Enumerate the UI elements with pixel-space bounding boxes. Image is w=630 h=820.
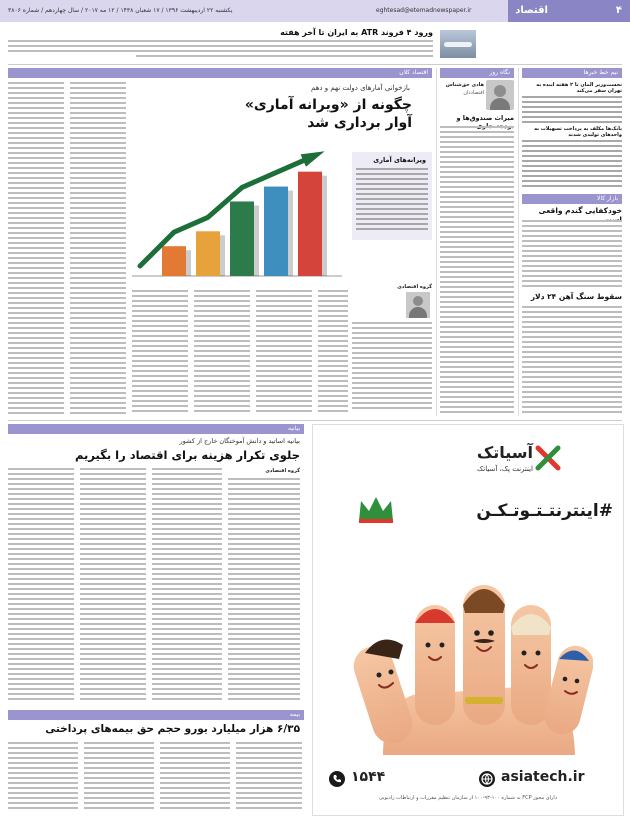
trend-arrowhead — [301, 151, 325, 167]
ad-phone-number: ۱۵۴۴ — [351, 769, 386, 785]
feature-sidebar-title: ویرانه‌های آماری — [373, 156, 426, 164]
feature-headline-line-2: آوار برداری شد — [307, 115, 412, 131]
feature-body-col-4 — [194, 290, 250, 416]
author-title: اقتصاددان — [463, 90, 484, 96]
chart-bar — [298, 172, 322, 276]
asiatech-advertisement — [312, 424, 624, 816]
phone-icon — [329, 771, 345, 787]
ticker-item-2: بانک‌ها مکلف به پرداخت تسهیلات به واحدهای تولیدی شدند — [534, 126, 622, 138]
right-column-ticker — [522, 82, 622, 190]
ad-phone-block — [323, 769, 473, 789]
header-website: eghtesad@etemadnewspaper.ir — [376, 7, 472, 14]
bottom-right-headline: سقوط سنگ آهن ۲۴ دلار — [530, 292, 622, 301]
chart-bar — [162, 246, 186, 276]
ad-hashtag: #اینترنتـتـوتـکـن — [476, 501, 613, 521]
feature-headline — [236, 96, 412, 132]
chart-bar-shadow — [322, 176, 327, 276]
lower-left-label-text: بیانیه — [287, 425, 300, 432]
market-headline: خودکفایی گندم واقعی — [538, 206, 622, 215]
feature-body-col-1 — [8, 82, 64, 416]
chart-bar — [230, 201, 254, 276]
feature-body-col-7 — [352, 322, 432, 416]
middle-headline: میراث صندوق‌ها و — [456, 114, 514, 122]
ad-brand-name: آسیاتک — [476, 443, 533, 462]
ad-contact-bar — [323, 767, 613, 791]
ticker-item-1: نخست‌وزیر آلمان تا ۲ هفته آینده به تهران سفر می‌کند — [536, 82, 622, 94]
feature-body-col-5 — [256, 290, 312, 416]
feature-sidebar — [352, 152, 432, 240]
lower-left-byline: گروه اقتصادی — [265, 468, 300, 474]
top-news-body — [8, 40, 433, 62]
middle-column-label: نگاه روز — [440, 68, 514, 78]
divider — [8, 64, 622, 65]
lower-left-col-3 — [152, 468, 222, 706]
right-column-label: نیم خط خبرها — [522, 68, 622, 78]
section-tab — [508, 0, 630, 22]
ad-license-text: دارای مجوز FCP به شماره ۱۰۰-۹۳-۱۰۰ از سازمان تنظیم مقررات و ارتباطات رادیویی — [378, 795, 558, 801]
lower-left-col-1 — [8, 468, 74, 706]
top-news-image — [440, 30, 476, 58]
feature-label-text: اقتصاد کلان — [399, 69, 428, 76]
middle-body — [440, 126, 514, 416]
chart-bar-shadow — [288, 191, 293, 276]
market-body — [522, 220, 622, 290]
bottom-story-label — [8, 710, 304, 720]
bottom-right-body — [522, 306, 622, 416]
asiatech-logo-icon — [535, 445, 561, 471]
bottom-story-col-1 — [8, 742, 78, 814]
chart-bar-shadow — [186, 250, 191, 276]
market-label: بازار کالا — [522, 194, 622, 204]
growth-bar-chart — [132, 136, 342, 286]
bottom-story-headline: ۶/۳۵ هزار میلیارد یورو حجم حق بیمه‌های پرداختی — [45, 723, 300, 735]
column-rule — [518, 68, 519, 416]
lower-left-col-2 — [80, 468, 146, 706]
chart-bar — [196, 231, 220, 276]
divider — [8, 420, 622, 421]
chart-bar-shadow — [220, 235, 225, 276]
lower-left-label — [8, 424, 304, 434]
bottom-story-col-3 — [160, 742, 230, 814]
top-news-headline: ورود ۴ فروند ATR به ایران تا آخر هفته — [280, 28, 433, 37]
feature-body-col-6 — [318, 290, 348, 416]
feature-body-col-2 — [70, 82, 126, 416]
ad-website-block — [479, 769, 613, 789]
author-photo — [486, 80, 514, 110]
lower-left-kicker: بیانیه اساتید و دانش آموختگان خارج از کشور — [179, 437, 300, 445]
ad-tagline: اینترنت پک، آسیاتک — [477, 465, 533, 473]
ad-website: asiatech.ir — [501, 769, 585, 785]
finger-puppets-illustration — [353, 575, 593, 755]
bottom-story-col-4 — [236, 742, 302, 814]
section-title: اقتصاد — [515, 5, 548, 16]
feature-byline: گروه اقتصادی — [397, 284, 432, 290]
bottom-story-label-text: بیمه — [289, 711, 300, 718]
column-rule — [436, 68, 437, 416]
header-date: یکشنبه ۲۲ اردیبهشت ۱۳۹۶ / ۱۷ شعبان ۱۴۳۸ / ۱۲ مه ۲۰۱۷ / سال چهاردهم / شماره ۳۸۰۶ — [8, 7, 233, 14]
page-number: ۴ — [615, 5, 622, 16]
feature-label — [8, 68, 432, 78]
feature-body-col-3 — [132, 290, 188, 416]
author-name: هادی حق‌شناس — [445, 82, 484, 88]
globe-icon — [479, 771, 495, 787]
lower-left-headline: جلوی تکرار هزینه برای اقتصاد را بگیریم — [74, 448, 300, 462]
chart-bar — [264, 187, 288, 276]
feature-kicker: بازخوانی آمارهای دولت نهم و دهم — [311, 84, 410, 92]
byline-photo — [406, 292, 430, 318]
chart-bar-shadow — [254, 205, 259, 276]
bottom-story-col-2 — [84, 742, 154, 814]
lower-left-col-4 — [228, 478, 300, 706]
feature-headline-line-1: چگونه از «ویرانه آماری» — [244, 97, 412, 113]
